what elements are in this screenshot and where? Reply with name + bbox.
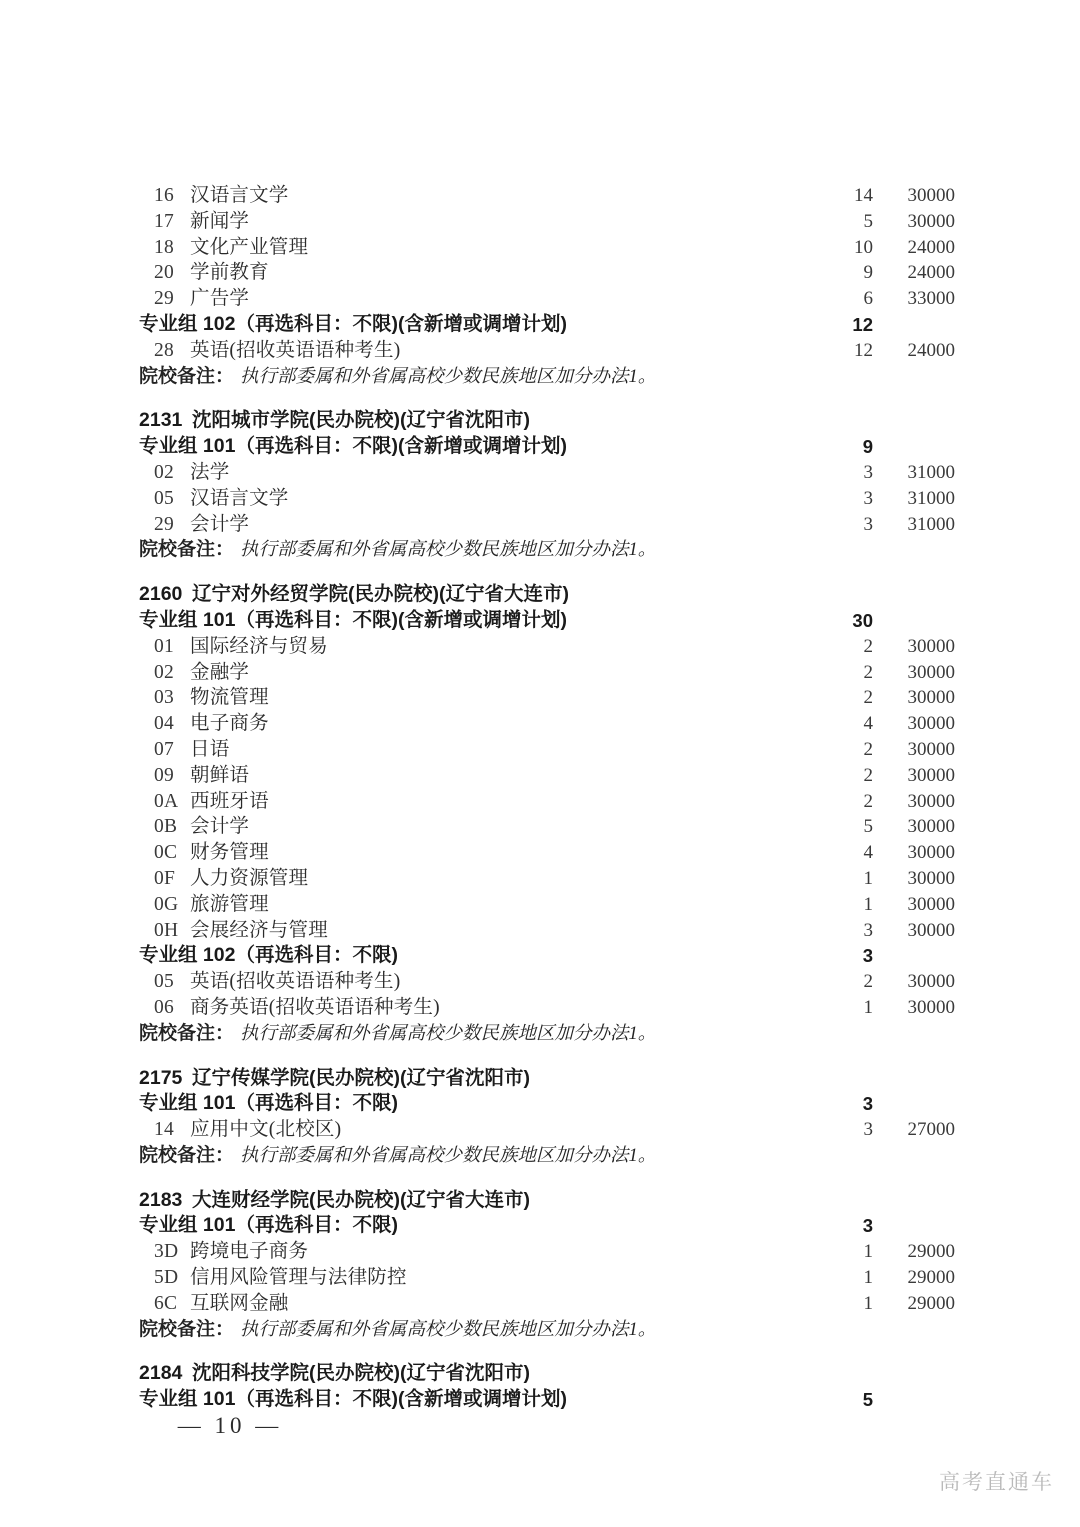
- school-name: 沈阳科技学院(民办院校)(辽宁省沈阳市): [192, 1362, 530, 1385]
- major-name: 会计学: [190, 816, 250, 838]
- major-name: 旅游管理: [190, 893, 269, 915]
- major-count: 2: [863, 661, 873, 683]
- watermark: 高考直通车: [939, 1471, 1054, 1494]
- major-name: 财务管理: [190, 842, 269, 864]
- major-count: 5: [863, 210, 873, 232]
- major-count: 1: [863, 893, 873, 915]
- school-remark: [139, 364, 959, 390]
- school-remark-value: 执行部委属和外省属高校少数民族地区加分办法1。: [240, 1319, 657, 1340]
- major-group-title: 专业组 102（再选科目：不限)(含新增或调增计划): [139, 312, 567, 335]
- major-count: 2: [863, 971, 873, 993]
- major-group-count: 3: [862, 1093, 873, 1115]
- major-label: [154, 183, 289, 209]
- major-row: [139, 209, 959, 235]
- major-group-title: 专业组 101（再选科目：不限)(含新增或调增计划): [139, 608, 567, 631]
- major-label: [154, 1239, 308, 1265]
- major-row: [139, 1265, 959, 1291]
- major-name: 会展经济与管理: [190, 919, 328, 941]
- major-fee: 30000: [907, 867, 955, 889]
- major-name: 人力资源管理: [190, 867, 309, 889]
- major-row: [139, 660, 959, 686]
- major-name: 新闻学: [190, 210, 250, 232]
- major-code: 18: [154, 236, 174, 258]
- major-count: 10: [854, 236, 873, 258]
- block-spacer: [139, 389, 959, 408]
- major-label: [154, 634, 328, 660]
- major-code: 29: [154, 513, 174, 535]
- major-name: 汉语言文学: [190, 185, 289, 206]
- school-remark-key: 院校备注：: [139, 1144, 235, 1166]
- school-header: [139, 1188, 959, 1214]
- major-code: 28: [154, 339, 174, 361]
- major-group-header: [139, 943, 959, 969]
- major-name: 文化产业管理: [190, 236, 309, 258]
- major-fee: 30000: [907, 996, 955, 1018]
- school-remark-value: 执行部委属和外省属高校少数民族地区加分办法1。: [240, 1145, 657, 1166]
- major-count: 4: [863, 842, 873, 864]
- major-fee: 24000: [907, 236, 955, 258]
- school-code: 2184: [139, 1362, 183, 1385]
- major-fee: 31000: [907, 461, 955, 483]
- major-name: 朝鲜语: [190, 764, 250, 786]
- major-name: 日语: [190, 738, 230, 760]
- major-name: 广告学: [190, 288, 250, 310]
- major-row: [139, 840, 959, 866]
- major-group-title: 专业组 101（再选科目：不限)(含新增或调增计划): [139, 435, 567, 458]
- major-row: [139, 183, 959, 209]
- major-fee: 30000: [907, 635, 955, 657]
- major-label: [154, 1265, 407, 1291]
- major-row: [139, 814, 959, 840]
- block-spacer: [139, 1169, 959, 1188]
- major-label: [154, 711, 269, 737]
- major-name: 学前教育: [190, 262, 269, 284]
- major-count: 9: [863, 262, 873, 284]
- major-code: 03: [154, 687, 174, 709]
- major-count: 12: [854, 339, 873, 361]
- major-row: [139, 789, 959, 815]
- school-remark-value: 执行部委属和外省属高校少数民族地区加分办法1。: [240, 366, 657, 387]
- major-fee: 30000: [907, 738, 955, 760]
- major-name: 应用中文(北校区): [190, 1119, 342, 1141]
- school-header: [139, 408, 959, 434]
- major-name: 跨境电子商务: [190, 1241, 309, 1263]
- major-row: [139, 486, 959, 512]
- block-spacer: [139, 1342, 959, 1361]
- school-remark-value: 执行部委属和外省属高校少数民族地区加分办法1。: [240, 1023, 657, 1044]
- school-label: [139, 1066, 530, 1092]
- major-fee: 24000: [907, 339, 955, 361]
- major-code: 0F: [154, 867, 175, 889]
- major-row: [139, 918, 959, 944]
- major-count: 2: [863, 687, 873, 709]
- major-row: [139, 711, 959, 737]
- school-remark-label: [139, 364, 656, 391]
- major-count: 1: [863, 867, 873, 889]
- major-count: 3: [863, 461, 873, 483]
- major-count: 3: [863, 1119, 873, 1141]
- major-label: [154, 260, 269, 286]
- major-name: 互联网金融: [190, 1292, 289, 1314]
- major-label: [154, 685, 269, 711]
- major-label: [154, 814, 249, 840]
- school-remark-key: 院校备注：: [139, 539, 235, 561]
- school-name: 辽宁对外经贸学院(民办院校)(辽宁省大连市): [192, 583, 569, 606]
- school-code: 2160: [139, 583, 183, 606]
- major-count: 1: [863, 1292, 873, 1314]
- major-count: 4: [863, 713, 873, 735]
- major-group-title: 专业组 101（再选科目：不限): [139, 1092, 398, 1115]
- page-number: — 10 —: [177, 1413, 283, 1438]
- school-code: 2131: [139, 409, 183, 432]
- school-label: [139, 1188, 530, 1214]
- major-group-count: 9: [862, 436, 873, 458]
- school-remark-value: 执行部委属和外省属高校少数民族地区加分办法1。: [240, 540, 657, 561]
- major-name: 电子商务: [190, 713, 269, 735]
- major-fee: 30000: [907, 919, 955, 941]
- major-group-count: 30: [852, 609, 873, 631]
- major-label: [154, 460, 229, 486]
- major-name: 物流管理: [190, 687, 269, 709]
- school-remark-label: [139, 1021, 656, 1048]
- major-label: [154, 866, 308, 892]
- major-code: 02: [154, 661, 174, 683]
- major-group-count: 5: [862, 1389, 873, 1411]
- major-label: [154, 209, 249, 235]
- major-code: 0B: [154, 816, 178, 838]
- major-name: 商务英语(招收英语语种考生): [190, 996, 440, 1018]
- major-fee: 30000: [907, 185, 955, 206]
- school-header: [139, 1066, 959, 1092]
- school-header: [139, 1361, 959, 1387]
- major-count: 2: [863, 790, 873, 812]
- major-name: 西班牙语: [190, 790, 269, 812]
- major-code: 17: [154, 210, 174, 232]
- block-spacer: [139, 1047, 959, 1066]
- major-count: 6: [863, 288, 873, 310]
- major-row: [139, 286, 959, 312]
- school-label: [139, 582, 569, 608]
- school-code: 2183: [139, 1188, 183, 1211]
- major-count: 2: [863, 738, 873, 760]
- major-label: [154, 660, 249, 686]
- major-code: 07: [154, 738, 174, 760]
- major-group-header: [139, 608, 959, 634]
- major-code: 0A: [154, 790, 179, 812]
- major-row: [139, 866, 959, 892]
- major-code: 01: [154, 635, 174, 657]
- major-name: 英语(招收英语语种考生): [190, 971, 401, 993]
- major-code: 16: [154, 185, 174, 206]
- school-remark-label: [139, 537, 656, 564]
- major-name: 信用风险管理与法律防控: [190, 1267, 407, 1289]
- major-name: 英语(招收英语语种考生): [190, 339, 401, 361]
- school-code: 2175: [139, 1066, 183, 1089]
- major-row: [139, 235, 959, 261]
- major-label: [154, 737, 229, 763]
- plan-listing: [139, 183, 959, 1413]
- school-header: [139, 582, 959, 608]
- major-code: 14: [154, 1119, 174, 1141]
- major-fee: 30000: [907, 971, 955, 993]
- major-row: [139, 460, 959, 486]
- major-fee: 29000: [907, 1241, 955, 1263]
- major-count: 1: [863, 996, 873, 1018]
- major-code: 05: [154, 487, 174, 509]
- major-group-count: 12: [852, 313, 873, 335]
- major-group-header: [139, 312, 959, 338]
- major-row: [139, 634, 959, 660]
- major-row: [139, 1239, 959, 1265]
- major-count: 2: [863, 635, 873, 657]
- major-code: 20: [154, 262, 174, 284]
- major-fee: 27000: [907, 1119, 955, 1141]
- major-fee: 24000: [907, 262, 955, 284]
- major-fee: 29000: [907, 1267, 955, 1289]
- major-label: [154, 892, 269, 918]
- major-name: 汉语言文学: [190, 487, 289, 509]
- major-row: [139, 995, 959, 1021]
- major-count: 1: [863, 1241, 873, 1263]
- major-row: [139, 763, 959, 789]
- major-fee: 30000: [907, 816, 955, 838]
- major-row: [139, 892, 959, 918]
- major-fee: 30000: [907, 687, 955, 709]
- major-group-count: 3: [862, 945, 873, 967]
- major-label: [154, 486, 289, 512]
- major-row: [139, 1291, 959, 1317]
- major-code: 0H: [154, 919, 179, 941]
- major-row: [139, 512, 959, 538]
- major-row: [139, 969, 959, 995]
- major-code: 3D: [154, 1241, 179, 1263]
- school-remark: [139, 1021, 959, 1047]
- school-remark-label: [139, 1143, 656, 1170]
- major-label: [154, 763, 249, 789]
- school-remark-label: [139, 1317, 656, 1344]
- major-row: [139, 685, 959, 711]
- major-fee: 31000: [907, 487, 955, 509]
- major-label: [154, 1117, 341, 1143]
- major-fee: 30000: [907, 713, 955, 735]
- major-code: 0G: [154, 893, 179, 915]
- major-name: 会计学: [190, 513, 250, 535]
- major-fee: 30000: [907, 790, 955, 812]
- major-count: 3: [863, 487, 873, 509]
- major-label: [154, 840, 269, 866]
- major-row: [139, 737, 959, 763]
- school-name: 辽宁传媒学院(民办院校)(辽宁省沈阳市): [192, 1066, 530, 1089]
- major-row: [139, 338, 959, 364]
- major-group-header: [139, 434, 959, 460]
- major-label: [154, 512, 249, 538]
- major-code: 6C: [154, 1292, 178, 1314]
- major-code: 0C: [154, 842, 178, 864]
- school-remark-key: 院校备注：: [139, 1318, 235, 1340]
- major-group-count: 3: [862, 1215, 873, 1237]
- major-name: 国际经济与贸易: [190, 635, 328, 657]
- major-code: 02: [154, 461, 174, 483]
- major-code: 29: [154, 288, 174, 310]
- major-fee: 30000: [907, 210, 955, 232]
- school-remark: [139, 1143, 959, 1169]
- major-count: 3: [863, 919, 873, 941]
- major-group-header: [139, 1213, 959, 1239]
- major-fee: 33000: [907, 288, 955, 310]
- school-name: 沈阳城市学院(民办院校)(辽宁省沈阳市): [192, 409, 530, 432]
- major-fee: 30000: [907, 764, 955, 786]
- major-label: [154, 1291, 289, 1317]
- school-remark-key: 院校备注：: [139, 365, 235, 387]
- major-label: [154, 235, 308, 261]
- major-label: [154, 918, 328, 944]
- major-count: 1: [863, 1267, 873, 1289]
- school-label: [139, 1361, 530, 1387]
- school-remark: [139, 1317, 959, 1343]
- major-code: 05: [154, 971, 174, 993]
- major-label: [154, 286, 249, 312]
- major-group-title: 专业组 101（再选科目：不限)(含新增或调增计划): [139, 1388, 567, 1411]
- major-group-title: 专业组 102（再选科目：不限): [139, 944, 398, 967]
- major-fee: 30000: [907, 661, 955, 683]
- major-count: 2: [863, 764, 873, 786]
- major-code: 5D: [154, 1267, 179, 1289]
- block-spacer: [139, 563, 959, 582]
- major-label: [154, 789, 269, 815]
- major-label: [154, 995, 440, 1021]
- major-name: 金融学: [190, 661, 250, 683]
- major-group-header: [139, 1091, 959, 1117]
- major-group-title: 专业组 101（再选科目：不限): [139, 1214, 398, 1237]
- major-label: [154, 338, 400, 364]
- major-group-header: [139, 1387, 959, 1413]
- major-count: 5: [863, 816, 873, 838]
- school-remark-key: 院校备注：: [139, 1022, 235, 1044]
- school-name: 大连财经学院(民办院校)(辽宁省大连市): [192, 1188, 530, 1211]
- school-label: [139, 408, 530, 434]
- major-fee: 29000: [907, 1292, 955, 1314]
- major-fee: 31000: [907, 513, 955, 535]
- major-fee: 30000: [907, 893, 955, 915]
- major-code: 04: [154, 713, 174, 735]
- major-name: 法学: [190, 461, 230, 483]
- major-label: [154, 969, 400, 995]
- major-code: 09: [154, 764, 174, 786]
- school-remark: [139, 537, 959, 563]
- major-count: 14: [854, 185, 873, 206]
- major-code: 06: [154, 996, 174, 1018]
- major-fee: 30000: [907, 842, 955, 864]
- major-count: 3: [863, 513, 873, 535]
- major-row: [139, 1117, 959, 1143]
- major-row: [139, 260, 959, 286]
